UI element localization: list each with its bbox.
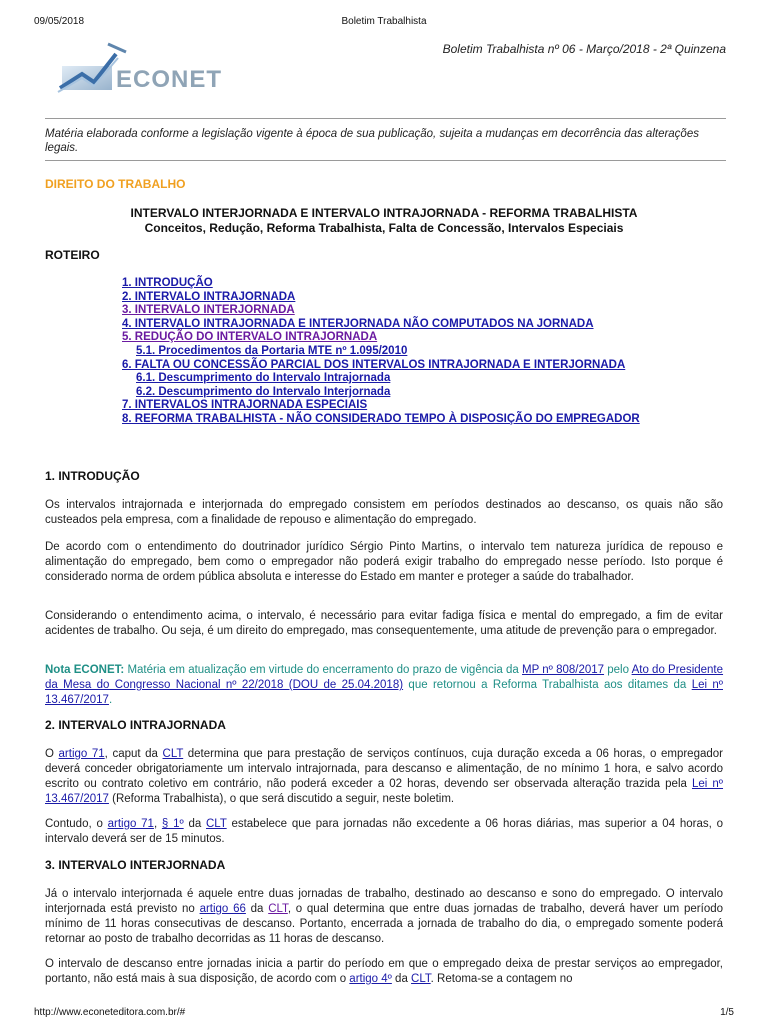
paragraph: Considerando o entendimento acima, o intervalo, é necessário para evitar fadiga física e mental do empregado, a fim de evitar acidentes de trabalho. Ou seja, é um direito do empregado, mas consequentemente, uma atitude de prevenção para o empregador. (45, 610, 723, 637)
section-label: DIREITO DO TRABALHO (45, 177, 186, 191)
divider-bottom (45, 160, 726, 161)
paragraph: O intervalo de descanso entre jornadas inicia a partir do período em que o empregado deixa de prestar serviços ao empregador, portanto, não está mais à sua disposição, de acordo com o artigo 4º da CLT. Retoma-se a contagem no (45, 958, 723, 985)
toc-link-interjornada[interactable]: 3. INTERVALO INTERJORNADA (122, 304, 295, 317)
print-date: 09/05/2018 (34, 16, 85, 27)
paragraph: Os intervalos intrajornada e interjornada do empregado consistem em períodos destinados ao descanso, os quais não são custeados pela empresa, com a finalidade de repouso e alimentação do empregado. (45, 499, 723, 526)
link-artigo-66[interactable]: artigo 66 (199, 903, 246, 915)
link-mp-808[interactable]: MP nº 808/2017 (522, 664, 605, 676)
paragraph: O artigo 71, caput da CLT determina que para prestação de serviços contínuos, cuja duração exceda a 06 horas, o empregador deverá conceder obrigatoriamente um intervalo intrajornada, para descanso e alimentação, de no mínimo 1 hora, e salvo acordo escrito ou contrato coletivo em contrário, não poderá exceder a 02 horas, devendo ser observada alteração trazida pela Lei nº 13.467/2017 (Reforma Trabalhista), o que será discutido a seguir, neste boletim. (45, 748, 724, 805)
article-subtitle: Conceitos, Redução, Reforma Trabalhista, Falta de Concessão, Intervalos Especiais (144, 221, 624, 235)
toc-link-reducao[interactable]: 5. REDUÇÃO DO INTERVALO INTRAJORNADA (122, 331, 378, 344)
nota-label: Nota ECONET: (45, 664, 125, 676)
toc-link-especiais[interactable]: 7. INTERVALOS INTRAJORNADA ESPECIAIS (122, 399, 368, 412)
link-clt[interactable]: CLT (411, 973, 431, 985)
article-title (45, 206, 723, 236)
link-artigo-4[interactable]: artigo 4º (349, 973, 392, 985)
link-artigo-71[interactable]: artigo 71 (58, 748, 105, 760)
heading-intrajornada: 2. INTERVALO INTRAJORNADA (45, 718, 226, 732)
paragraph: De acordo com o entendimento do doutrinador jurídico Sérgio Pinto Martins, o intervalo tem natureza jurídica de repouso e alimentação do empregado, bem como o empregador não poderá exigir trabalho do empregado nesse período. Isto porque é considerado norma de ordem pública absoluta e interesse do Estado em manter e proteger a saúde do trabalhador. (45, 541, 723, 583)
divider-top (45, 118, 726, 119)
link-ato-presidente[interactable]: Ato do Presidente da Mesa do Congresso Nacional nº 22/2018 (DOU de 25.04.2018) (45, 664, 724, 691)
table-of-contents (122, 277, 646, 427)
print-header (34, 16, 734, 30)
toc-link-intrajornada[interactable]: 2. INTERVALO INTRAJORNADA (122, 290, 296, 303)
footer-url: http://www.econeteditora.com.br/# (34, 1007, 186, 1018)
toc-link-falta-concessao[interactable]: 6. FALTA OU CONCESSÃO PARCIAL DOS INTERVALOS INTRAJORNADA E INTERJORNADA (122, 358, 626, 371)
toc-link-portaria[interactable]: 5.1. Procedimentos da Portaria MTE nº 1.095/2010 (136, 344, 408, 357)
heading-interjornada: 3. INTERVALO INTERJORNADA (45, 858, 226, 872)
page-number: 1/5 (720, 1007, 734, 1018)
toc-link-introducao[interactable]: 1. INTRODUÇÃO (122, 277, 213, 289)
nota-econet: Nota ECONET: Matéria em atualização em virtude do encerramento do prazo de vigência da MP nº 808/2017 pelo Ato do Presidente da Mesa do Congresso Nacional nº 22/2018 (DOU de 25.04.2018) que retornou a Reforma Trabalhista aos ditames da Lei nº 13.467/2017. (45, 664, 724, 706)
toc-link-descumprimento-intra[interactable]: 6.1. Descumprimento do Intervalo Intrajornada (136, 372, 391, 385)
bulletin-issue: Boletim Trabalhista nº 06 - Março/2018 - 2ª Quinzena (442, 42, 726, 56)
link-clt[interactable]: CLT (268, 903, 288, 915)
econet-logo (56, 38, 236, 100)
link-paragrafo-1[interactable]: § 1º (161, 818, 184, 830)
link-lei-13467[interactable]: Lei nº 13.467/2017 (45, 679, 723, 706)
paragraph: Contudo, o artigo 71, § 1º da CLT estabelece que para jornadas não excedente a 06 horas diárias, mas superior a 04 horas, o intervalo deverá ser de 15 minutos. (45, 818, 723, 845)
paragraph: Já o intervalo interjornada é aquele entre duas jornadas de trabalho, destinado ao descanso e sono do empregado. O intervalo interjornada está previsto no artigo 66 da CLT, o qual determina que entre duas jornadas de trabalho, deverá haver um período mínimo de 11 horas consecutivas de descanso. Portanto, encerrada a jornada de trabalho do dia, o empregado somente poderá retornar ao posto de trabalho decorridas as 11 horas de descanso. (45, 888, 724, 945)
link-artigo-71[interactable]: artigo 71 (107, 818, 154, 830)
print-footer (34, 1007, 734, 1021)
heading-introducao: 1. INTRODUÇÃO (45, 469, 140, 483)
link-clt[interactable]: CLT (162, 748, 184, 760)
link-clt[interactable]: CLT (206, 818, 227, 830)
toc-link-nao-computados[interactable]: 4. INTERVALO INTRAJORNADA E INTERJORNADA NÃO COMPUTADOS NA JORNADA (122, 317, 594, 330)
legal-notice: Matéria elaborada conforme a legislação vigente à época de sua publicação, sujeita a mudanças em decorrência das alterações legais. (45, 128, 699, 154)
article-title-main: INTERVALO INTERJORNADA E INTERVALO INTRAJORNADA - REFORMA TRABALHISTA (130, 206, 638, 220)
toc-link-descumprimento-inter[interactable]: 6.2. Descumprimento do Intervalo Interjornada (136, 385, 391, 398)
print-title: Boletim Trabalhista (341, 16, 427, 27)
link-lei-13467[interactable]: Lei nº 13.467/2017 (45, 778, 724, 805)
logo-text: ECONET (116, 66, 223, 93)
toc-link-reforma[interactable]: 8. REFORMA TRABALHISTA - NÃO CONSIDERADO TEMPO À DISPOSIÇÃO DO EMPREGADOR (122, 412, 640, 425)
toc-heading: ROTEIRO (45, 248, 100, 262)
